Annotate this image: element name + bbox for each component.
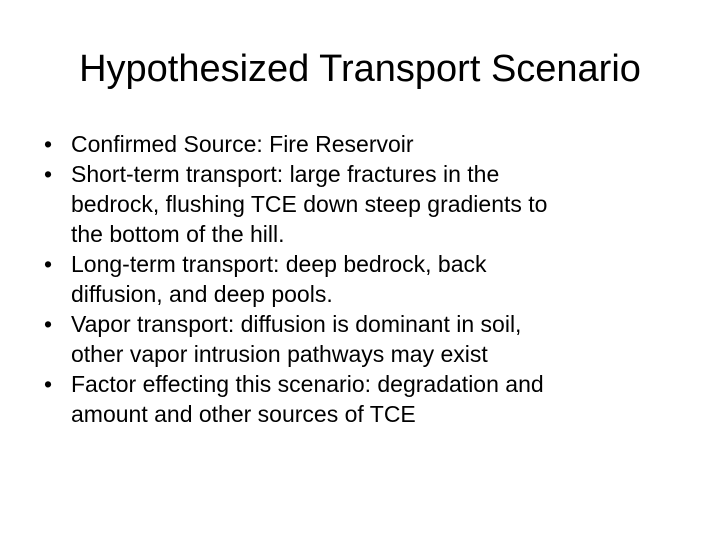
bullet-dot-icon: • xyxy=(44,371,53,397)
bullet-text-line: the bottom of the hill. xyxy=(71,221,285,247)
bullet-dot-icon: • xyxy=(44,131,53,157)
bullet-item xyxy=(44,309,684,369)
bullet-item xyxy=(44,369,684,429)
bullet-text-line: amount and other sources of TCE xyxy=(71,401,416,427)
bullet-text-line: Long-term transport: deep bedrock, back xyxy=(71,251,487,277)
bullet-list xyxy=(44,129,684,429)
bullet-item xyxy=(44,249,684,309)
bullet-dot-icon: • xyxy=(44,161,53,187)
bullet-item xyxy=(44,129,684,159)
bullet-text-line: bedrock, flushing TCE down steep gradients to xyxy=(71,191,548,217)
bullet-text-line: Factor effecting this scenario: degradation and xyxy=(71,371,544,397)
bullet-item xyxy=(44,159,684,249)
bullet-text-line: other vapor intrusion pathways may exist xyxy=(71,341,488,367)
bullet-text-line: Short-term transport: large fractures in the xyxy=(71,161,500,187)
bullet-text-line: diffusion, and deep pools. xyxy=(71,281,333,307)
bullet-text-line: Vapor transport: diffusion is dominant in soil, xyxy=(71,311,522,337)
bullet-text-line: Confirmed Source: Fire Reservoir xyxy=(71,131,414,157)
slide-title: Hypothesized Transport Scenario xyxy=(79,48,641,90)
bullet-dot-icon: • xyxy=(44,251,53,277)
bullet-dot-icon: • xyxy=(44,311,53,337)
